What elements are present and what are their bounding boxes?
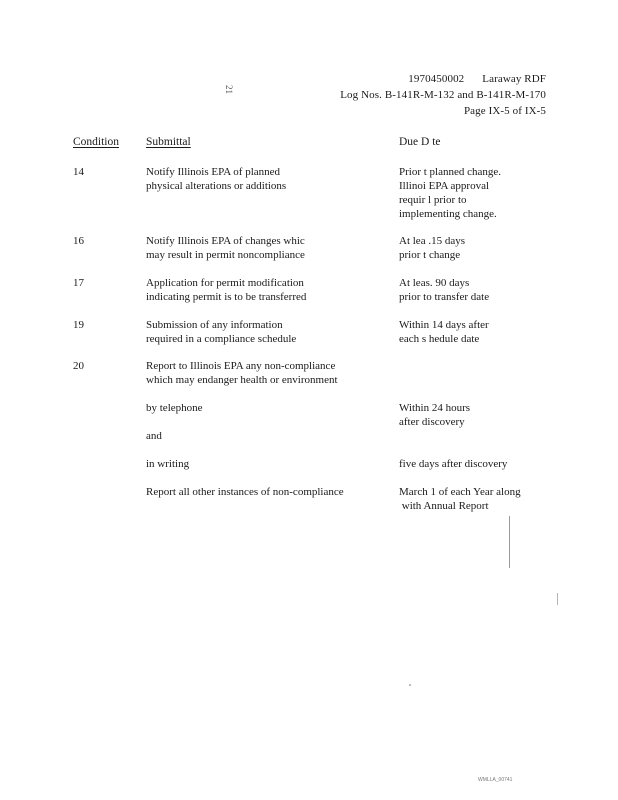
due-line: with Annual Report bbox=[399, 500, 489, 512]
row-due-date bbox=[399, 318, 549, 346]
row-due-date bbox=[399, 276, 549, 304]
due-line: five days after discovery bbox=[399, 458, 508, 470]
due-line: Illinoi EPA approval bbox=[399, 180, 490, 192]
row-condition: 14 bbox=[73, 166, 84, 178]
submittal-line: Report to Illinois EPA any non-compliance bbox=[146, 360, 336, 372]
header-site: Laraway RDF bbox=[482, 73, 546, 85]
due-line: after discovery bbox=[399, 416, 465, 428]
due-line: prior t change bbox=[399, 249, 461, 261]
row-submittal bbox=[146, 165, 386, 193]
row-due-date bbox=[399, 401, 549, 429]
header-doc-id: 1970450002 bbox=[408, 73, 465, 85]
margin-stamp: 21 bbox=[224, 85, 234, 94]
submittal-line: Application for permit modification bbox=[146, 277, 304, 289]
due-line: Prior t planned change. bbox=[399, 166, 502, 178]
column-header-condition: Condition bbox=[73, 136, 120, 148]
due-line: each s hedule date bbox=[399, 333, 480, 345]
row-condition: 20 bbox=[73, 360, 84, 372]
submittal-line: required in a compliance schedule bbox=[146, 333, 297, 345]
due-line: At leas. 90 days bbox=[399, 277, 470, 289]
row-due-date bbox=[399, 485, 549, 513]
row-submittal bbox=[146, 429, 386, 443]
header-log-nos: Log Nos. B-141R-M-132 and B-141R-M-170 bbox=[340, 89, 546, 101]
submittal-line: by telephone bbox=[146, 402, 203, 414]
row-submittal bbox=[146, 234, 386, 262]
due-line: At lea .15 days bbox=[399, 235, 465, 247]
scan-artifact-tick bbox=[557, 593, 558, 605]
submittal-line: may result in permit noncompliance bbox=[146, 249, 305, 261]
row-condition: 19 bbox=[73, 319, 84, 331]
column-header-submittal: Submittal bbox=[146, 136, 191, 148]
submittal-line: Report all other instances of non-compliance bbox=[146, 486, 344, 498]
header-doc-line bbox=[408, 73, 546, 85]
submittal-line: in writing bbox=[146, 458, 190, 470]
submittal-line: indicating permit is to be transferred bbox=[146, 291, 307, 303]
due-line: requir l prior to bbox=[399, 194, 467, 206]
due-line: March 1 of each Year along bbox=[399, 486, 521, 498]
row-submittal bbox=[146, 359, 386, 387]
row-due-date bbox=[399, 234, 549, 262]
row-due-date bbox=[399, 165, 549, 221]
column-header-due-date: Due D te bbox=[399, 136, 441, 148]
submittal-line: which may endanger health or environment bbox=[146, 374, 338, 386]
due-line: implementing change. bbox=[399, 208, 497, 220]
row-submittal bbox=[146, 485, 386, 499]
due-line: Within 24 hours bbox=[399, 402, 471, 414]
scan-artifact-dot bbox=[409, 684, 411, 686]
scan-artifact-line bbox=[509, 516, 510, 568]
row-submittal bbox=[146, 457, 386, 471]
submittal-line: and bbox=[146, 430, 162, 442]
row-submittal bbox=[146, 401, 386, 415]
submittal-line: physical alterations or additions bbox=[146, 180, 287, 192]
submittal-line: Notify Illinois EPA of planned bbox=[146, 166, 281, 178]
row-submittal bbox=[146, 318, 386, 346]
row-due-date bbox=[399, 457, 549, 471]
due-line: prior to transfer date bbox=[399, 291, 490, 303]
row-condition: 17 bbox=[73, 277, 84, 289]
header-page-number: Page IX-5 of IX-5 bbox=[463, 105, 546, 117]
row-condition: 16 bbox=[73, 235, 84, 247]
submittal-line: Notify Illinois EPA of changes whic bbox=[146, 235, 305, 247]
submittal-line: Submission of any information bbox=[146, 319, 283, 331]
bates-number: WMLLA_00741 bbox=[478, 777, 513, 783]
row-submittal bbox=[146, 276, 386, 304]
due-line: Within 14 days after bbox=[399, 319, 489, 331]
